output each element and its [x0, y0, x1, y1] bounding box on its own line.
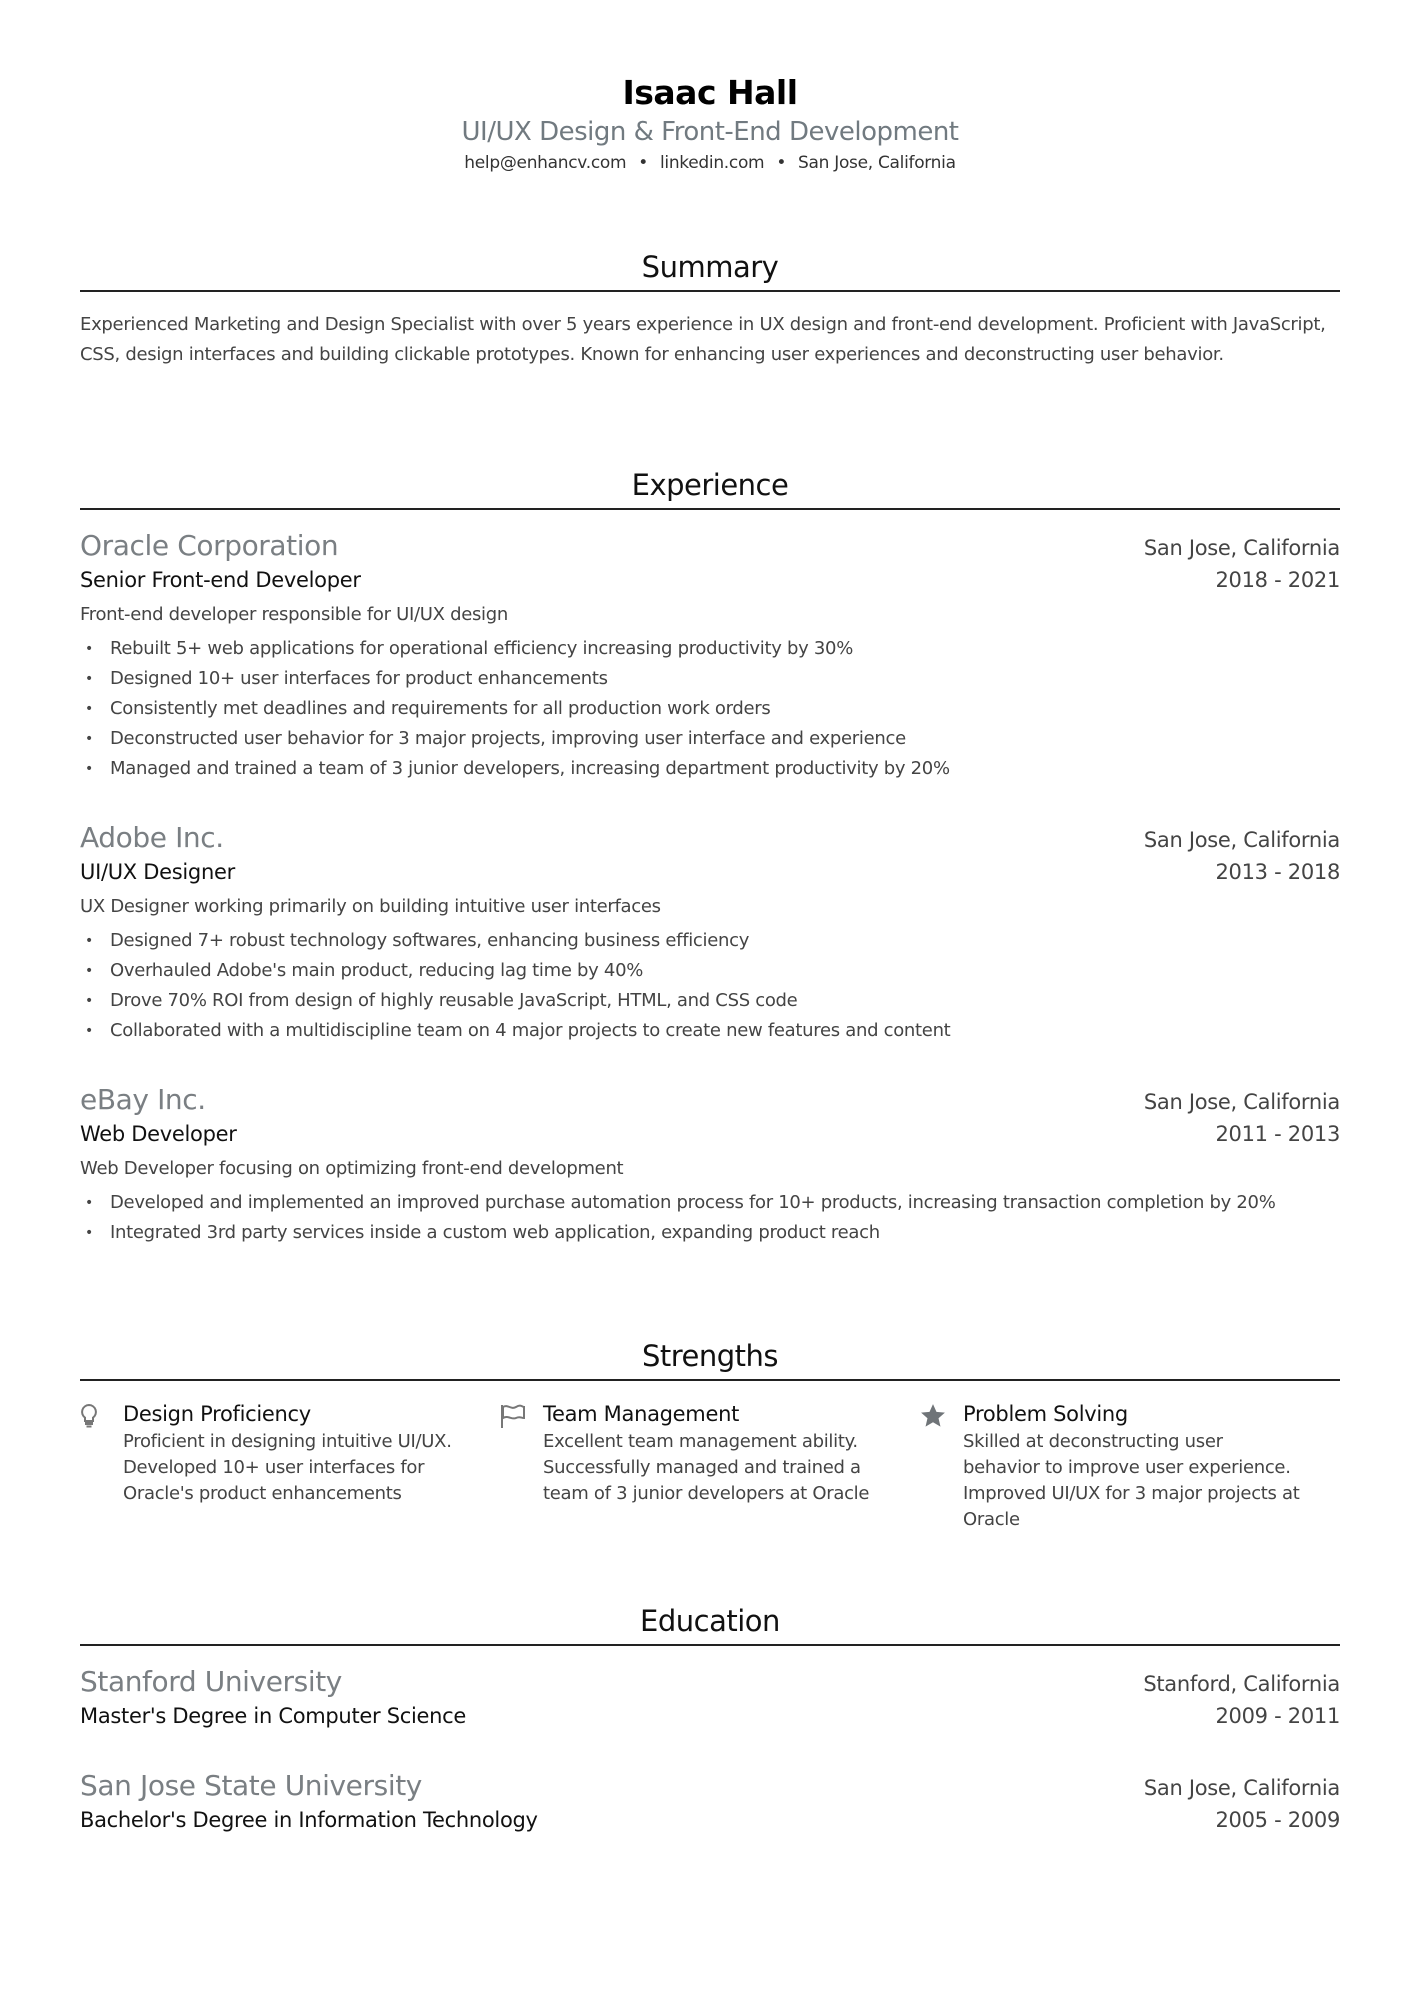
separator: •	[638, 153, 648, 173]
bullet-item: • Deconstructed user behavior for 3 major projects, improving user interface and experience	[80, 724, 1340, 754]
job-role: Web Developer	[80, 1122, 237, 1146]
job-location: San Jose, California	[1143, 536, 1340, 560]
strength-item	[80, 1399, 500, 1533]
experience-section	[80, 466, 1340, 1248]
bullet-item: • Drove 70% ROI from design of highly reusable JavaScript, HTML, and CSS code	[80, 986, 1340, 1016]
strength-description: Excellent team management ability. Successfully managed and trained a team of 3 junior developers at Oracle	[543, 1431, 870, 1504]
bullet-list	[80, 1188, 1340, 1248]
strength-title: Problem Solving	[963, 1402, 1128, 1426]
summary-section	[80, 248, 1340, 370]
education-dates: 2009 - 2011	[1215, 1704, 1340, 1728]
degree: Master's Degree in Computer Science	[80, 1704, 467, 1728]
divider	[80, 290, 1340, 292]
job-dates: 2018 - 2021	[1215, 568, 1340, 592]
company-name: Adobe Inc.	[80, 821, 224, 854]
bullet-item: • Developed and implemented an improved purchase automation process for 10+ products, increasing transaction completion by 20%	[80, 1188, 1340, 1218]
school-name: San Jose State University	[80, 1769, 422, 1802]
bullet-item: • Integrated 3rd party services inside a custom web application, expanding product reach	[80, 1218, 1340, 1248]
strength-item	[920, 1399, 1340, 1533]
job-description: UX Designer working primarily on building intuitive user interfaces	[80, 896, 661, 917]
email[interactable]: help@enhancv.com	[464, 153, 627, 173]
strengths-section	[80, 1337, 1340, 1533]
contact-line	[80, 153, 1340, 173]
job-location: San Jose, California	[1143, 828, 1340, 852]
job-dates: 2011 - 2013	[1215, 1122, 1340, 1146]
job-entry	[80, 528, 1340, 784]
location: San Jose, California	[798, 153, 956, 173]
job-role: Senior Front-end Developer	[80, 568, 361, 592]
bullet-item: • Consistently met deadlines and requirements for all production work orders	[80, 694, 1340, 724]
section-heading: Strengths	[641, 1339, 779, 1373]
school-location: Stanford, California	[1143, 1672, 1340, 1696]
job-location: San Jose, California	[1143, 1090, 1340, 1114]
strength-title: Team Management	[543, 1402, 740, 1426]
separator: •	[776, 153, 787, 173]
degree: Bachelor's Degree in Information Technology	[80, 1808, 538, 1832]
bullet-item: • Rebuilt 5+ web applications for operational efficiency increasing productivity by 30%	[80, 634, 1340, 664]
job-dates: 2013 - 2018	[1215, 860, 1340, 884]
job-entry	[80, 820, 1340, 1046]
school-location: San Jose, California	[1143, 1776, 1340, 1800]
company-name: Oracle Corporation	[80, 529, 339, 562]
strength-item	[500, 1399, 920, 1533]
strength-description: Proficient in designing intuitive UI/UX. Developed 10+ user interfaces for Oracle's product enhancements	[123, 1431, 452, 1504]
star-icon	[920, 1399, 963, 1533]
job-role: UI/UX Designer	[80, 860, 235, 884]
section-heading: Education	[640, 1604, 780, 1638]
school-name: Stanford University	[80, 1665, 342, 1698]
bullet-list	[80, 634, 1340, 784]
bullet-item: • Overhauled Adobe's main product, reducing lag time by 40%	[80, 956, 1340, 986]
job-description: Front-end developer responsible for UI/UX design	[80, 604, 508, 625]
company-name: eBay Inc.	[80, 1083, 206, 1116]
education-dates: 2005 - 2009	[1215, 1808, 1340, 1832]
divider	[80, 508, 1340, 510]
education-entry	[80, 1768, 1340, 1836]
divider	[80, 1644, 1340, 1646]
bullet-item: • Designed 10+ user interfaces for product enhancements	[80, 664, 1340, 694]
candidate-name: Isaac Hall	[622, 73, 798, 112]
candidate-title: UI/UX Design & Front-End Development	[461, 117, 959, 147]
job-description: Web Developer focusing on optimizing front-end development	[80, 1158, 624, 1179]
section-heading: Summary	[641, 250, 779, 284]
summary-text: Experienced Marketing and Design Specialist with over 5 years experience in UX design and front-end development. Proficient with JavaScript, CSS, design interfaces and building clickable prototypes. Known for enhancing user experiences and deconstructing user behavior.	[80, 314, 1326, 365]
flag-icon	[500, 1399, 543, 1533]
education-entry	[80, 1664, 1340, 1732]
education-section	[80, 1602, 1340, 1836]
bullet-item: • Managed and trained a team of 3 junior developers, increasing department productivity by 20%	[80, 754, 1340, 784]
bullet-list	[80, 926, 1340, 1046]
bullet-item: • Designed 7+ robust technology softwares, enhancing business efficiency	[80, 926, 1340, 956]
strength-title: Design Proficiency	[123, 1402, 311, 1426]
divider	[80, 1379, 1340, 1381]
section-heading: Experience	[631, 468, 789, 502]
linkedin-link[interactable]: linkedin.com	[659, 153, 765, 173]
lightbulb-icon	[80, 1399, 123, 1533]
job-entry	[80, 1082, 1340, 1248]
strength-description: Skilled at deconstructing user behavior to improve user experience. Improved UI/UX for 3 major projects at Oracle	[963, 1431, 1300, 1530]
bullet-item: • Collaborated with a multidiscipline team on 4 major projects to create new features and content	[80, 1016, 1340, 1046]
